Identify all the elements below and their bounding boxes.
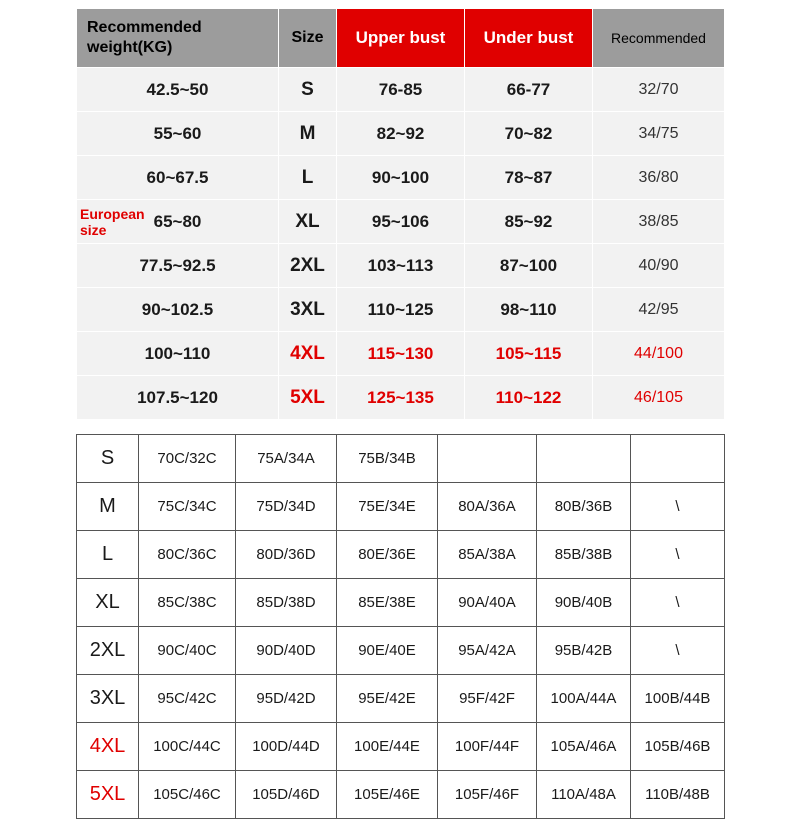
cell-cup: 100B/44B: [631, 675, 725, 723]
cell-upper-bust: 90~100: [337, 156, 465, 200]
cell-size: 5XL: [279, 376, 337, 420]
cell-recommended: 46/105: [593, 376, 725, 420]
cell-cup: 80A/36A: [438, 483, 537, 531]
table-row: [77, 288, 725, 332]
cell-cup: [438, 435, 537, 483]
cell-size: 2XL: [77, 627, 139, 675]
table-header-row: [77, 9, 725, 68]
cell-cup: 85A/38A: [438, 531, 537, 579]
cell-size: 5XL: [77, 771, 139, 819]
cell-under-bust: 70~82: [465, 112, 593, 156]
cup-size-table: [76, 434, 725, 819]
table-row: [77, 112, 725, 156]
cell-cup: 110A/48A: [537, 771, 631, 819]
cell-size: 3XL: [279, 288, 337, 332]
cell-size: S: [279, 68, 337, 112]
header-size: Size: [279, 9, 337, 68]
cell-cup: 75C/34C: [139, 483, 236, 531]
cell-cup: 90E/40E: [337, 627, 438, 675]
cell-cup: [631, 435, 725, 483]
cell-recommended: 36/80: [593, 156, 725, 200]
cell-size: M: [279, 112, 337, 156]
cell-size: M: [77, 483, 139, 531]
table-row: [77, 332, 725, 376]
cell-upper-bust: 115~130: [337, 332, 465, 376]
cell-under-bust: 85~92: [465, 200, 593, 244]
table-row: [77, 531, 725, 579]
cell-under-bust: 66-77: [465, 68, 593, 112]
cell-recommended: 38/85: [593, 200, 725, 244]
cell-cup: 90D/40D: [236, 627, 337, 675]
cell-upper-bust: 82~92: [337, 112, 465, 156]
cell-cup: \: [631, 483, 725, 531]
cell-weight: 100~110: [77, 332, 279, 376]
cell-under-bust: 98~110: [465, 288, 593, 332]
cell-size: 2XL: [279, 244, 337, 288]
cell-cup: 100F/44F: [438, 723, 537, 771]
cell-size: S: [77, 435, 139, 483]
table-row: [77, 376, 725, 420]
cell-recommended: 42/95: [593, 288, 725, 332]
cell-upper-bust: 103~113: [337, 244, 465, 288]
cell-weight: 77.5~92.5: [77, 244, 279, 288]
cell-under-bust: 110~122: [465, 376, 593, 420]
cell-cup: 100C/44C: [139, 723, 236, 771]
cell-cup: 105F/46F: [438, 771, 537, 819]
cell-under-bust: 78~87: [465, 156, 593, 200]
cell-cup: 70C/32C: [139, 435, 236, 483]
cell-cup: 95A/42A: [438, 627, 537, 675]
cell-cup: 105B/46B: [631, 723, 725, 771]
cell-cup: 105A/46A: [537, 723, 631, 771]
cell-cup: 80E/36E: [337, 531, 438, 579]
cell-cup: 75B/34B: [337, 435, 438, 483]
table-row: [77, 435, 725, 483]
header-under-bust: Under bust: [465, 9, 593, 68]
cell-upper-bust: 95~106: [337, 200, 465, 244]
cup-size-table-container: [76, 434, 724, 819]
cell-recommended: 32/70: [593, 68, 725, 112]
cell-cup: 95B/42B: [537, 627, 631, 675]
weight-size-table: [76, 8, 725, 420]
cell-size: XL: [77, 579, 139, 627]
table-row: [77, 244, 725, 288]
cell-weight: 107.5~120: [77, 376, 279, 420]
cell-cup: 95D/42D: [236, 675, 337, 723]
cell-cup: \: [631, 531, 725, 579]
table-row: [77, 483, 725, 531]
cell-cup: 105D/46D: [236, 771, 337, 819]
cell-under-bust: 105~115: [465, 332, 593, 376]
cell-cup: 90C/40C: [139, 627, 236, 675]
cell-cup: 105C/46C: [139, 771, 236, 819]
cell-recommended: 34/75: [593, 112, 725, 156]
table-row: [77, 723, 725, 771]
cell-cup: [537, 435, 631, 483]
cell-cup: 110B/48B: [631, 771, 725, 819]
cell-cup: 75A/34A: [236, 435, 337, 483]
cell-size: 3XL: [77, 675, 139, 723]
cell-weight: 42.5~50: [77, 68, 279, 112]
cell-cup: 95E/42E: [337, 675, 438, 723]
cell-cup: 95F/42F: [438, 675, 537, 723]
cell-upper-bust: 110~125: [337, 288, 465, 332]
weight-size-table-container: [76, 8, 724, 420]
cell-upper-bust: 76-85: [337, 68, 465, 112]
table-row: [77, 579, 725, 627]
table-row: [77, 156, 725, 200]
cell-cup: 105E/46E: [337, 771, 438, 819]
cell-recommended: 44/100: [593, 332, 725, 376]
european-size-label: European size: [80, 206, 145, 238]
header-upper-bust: Upper bust: [337, 9, 465, 68]
cell-cup: 80D/36D: [236, 531, 337, 579]
cell-cup: 100A/44A: [537, 675, 631, 723]
header-recommended: Recommended: [593, 9, 725, 68]
cell-cup: 100E/44E: [337, 723, 438, 771]
cell-size: L: [77, 531, 139, 579]
cell-cup: 80C/36C: [139, 531, 236, 579]
cell-cup: 90A/40A: [438, 579, 537, 627]
cell-size: 4XL: [279, 332, 337, 376]
cell-cup: 85B/38B: [537, 531, 631, 579]
cell-weight: 65~80: [77, 200, 279, 244]
cell-cup: 95C/42C: [139, 675, 236, 723]
cell-recommended: 40/90: [593, 244, 725, 288]
table-row: [77, 675, 725, 723]
cell-cup: 80B/36B: [537, 483, 631, 531]
cell-cup: 75E/34E: [337, 483, 438, 531]
table-row: [77, 68, 725, 112]
cell-cup: 85C/38C: [139, 579, 236, 627]
table-row: [77, 771, 725, 819]
cell-cup: 85D/38D: [236, 579, 337, 627]
table-row: [77, 200, 725, 244]
cell-cup: 85E/38E: [337, 579, 438, 627]
cell-size: 4XL: [77, 723, 139, 771]
cell-cup: \: [631, 627, 725, 675]
table-row: [77, 627, 725, 675]
header-recommended-weight: Recommended weight(KG): [77, 9, 279, 68]
cell-cup: 100D/44D: [236, 723, 337, 771]
cell-weight: 55~60: [77, 112, 279, 156]
cell-cup: \: [631, 579, 725, 627]
cell-cup: 90B/40B: [537, 579, 631, 627]
cell-weight: 60~67.5: [77, 156, 279, 200]
cell-under-bust: 87~100: [465, 244, 593, 288]
cell-weight: 90~102.5: [77, 288, 279, 332]
cell-size: XL: [279, 200, 337, 244]
cell-upper-bust: 125~135: [337, 376, 465, 420]
cell-size: L: [279, 156, 337, 200]
cell-cup: 75D/34D: [236, 483, 337, 531]
